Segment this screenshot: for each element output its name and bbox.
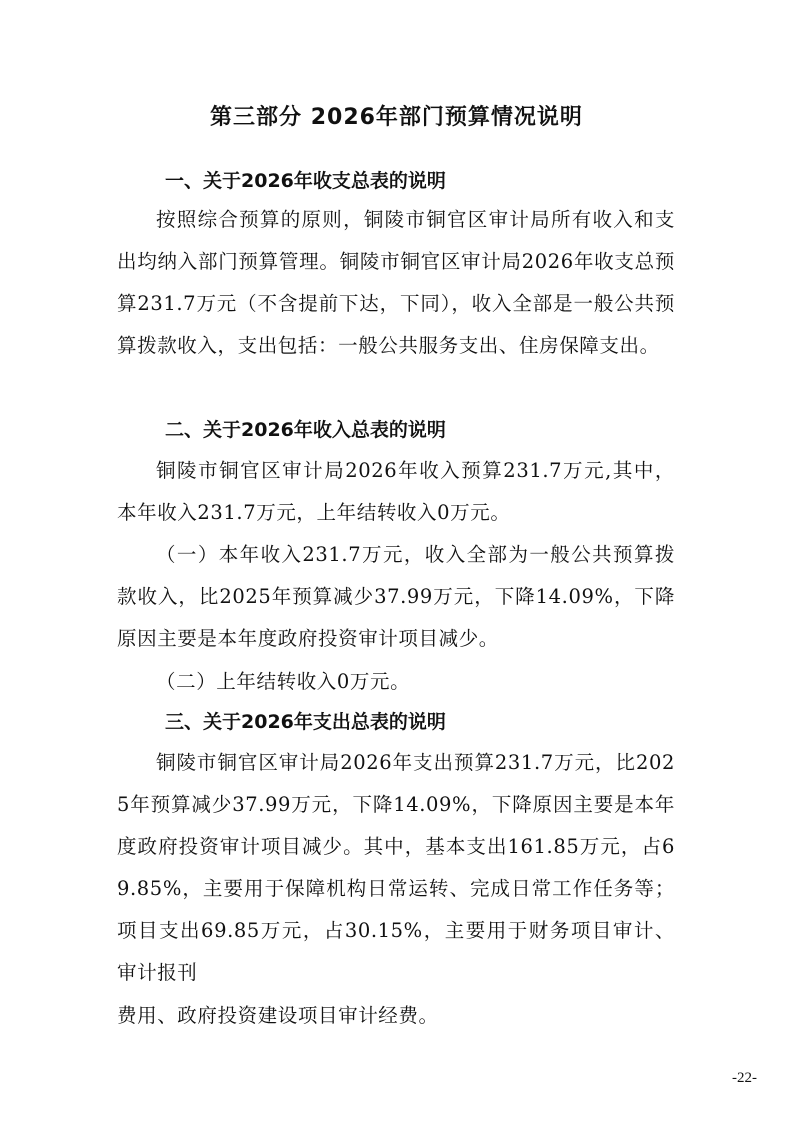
section-heading-2: 二、关于2026年收入总表的说明 (165, 419, 446, 441)
page-title: 第三部分 2026年部门预算情况说明 (210, 105, 583, 130)
section-1-paragraph-1: 按照综合预算的原则，铜陵市铜官区审计局所有收入和支出均纳入部门预算管理。铜陵市铜官区审计局2026年收支总预算231.7万元（不含提前下达，下同），收入全部是一般公共预算拨款收入，支出包括：一般公共服务支出、住房保障支出。 (117, 208, 675, 357)
section-heading-3: 三、关于2026年支出总表的说明 (165, 711, 446, 733)
section-2-paragraph-2: （一）本年收入231.7万元，收入全部为一般公共预算拨款收入，比2025年预算减少37.99万元，下降14.09%，下降原因主要是本年度政府投资审计项目减少。 (117, 543, 675, 650)
section-heading-1: 一、关于2026年收支总表的说明 (165, 170, 446, 192)
section-3-paragraph-1: 铜陵市铜官区审计局2026年支出预算231.7万元，比2025年预算减少37.99万元，下降14.09%，下降原因主要是本年度政府投资审计项目减少。其中，基本支出161.85万元，占69.85%，主要用于保障机构日常运转、完成日常工作任务等；项目支出69.85万元，占30.15%，主要用于财务项目审计、审计报刊 (117, 751, 675, 984)
page-number: -22- (732, 1070, 757, 1086)
section-3-paragraph-2: 费用、政府投资建设项目审计经费。 (117, 1004, 439, 1027)
section-2-paragraph-1: 铜陵市铜官区审计局2026年收入预算231.7万元,其中，本年收入231.7万元，上年结转收入0万元。 (117, 459, 675, 524)
section-2-paragraph-3: （二）上年结转收入0万元。 (156, 670, 411, 693)
